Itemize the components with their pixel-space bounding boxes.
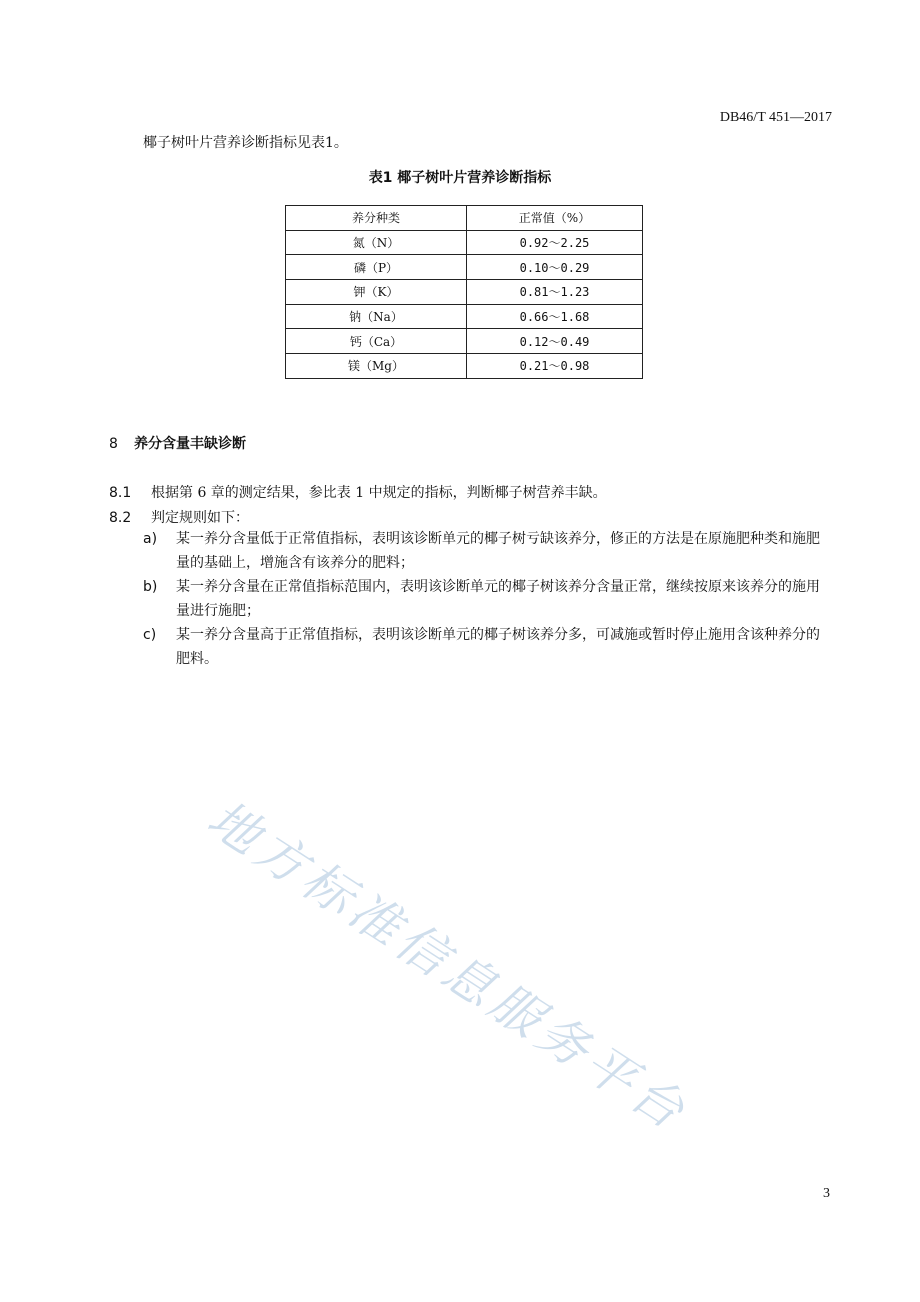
clause-number: 8.1 bbox=[109, 485, 132, 501]
table-row bbox=[286, 304, 643, 329]
column-header-nutrient: 养分种类 bbox=[286, 206, 467, 231]
section-title: 养分含量丰缺诊断 bbox=[134, 436, 246, 452]
nutrient-name: 磷（P） bbox=[286, 255, 467, 280]
page-number: 3 bbox=[823, 1186, 830, 1201]
normal-value: 0.66～1.68 bbox=[467, 304, 643, 329]
section-heading bbox=[109, 433, 246, 453]
clause-text: 根据第 6 章的测定结果，参比表 1 中规定的指标，判断椰子树营养丰缺。 bbox=[151, 485, 607, 501]
nutrient-name: 钾（K） bbox=[286, 280, 467, 305]
list-item-label: b) bbox=[143, 579, 158, 595]
table-row bbox=[286, 329, 643, 354]
section-number: 8 bbox=[109, 436, 118, 452]
normal-value: 0.10～0.29 bbox=[467, 255, 643, 280]
watermark: 地方标准信息服务平台 bbox=[197, 789, 699, 1143]
clause-8-1 bbox=[109, 482, 607, 502]
nutrient-table bbox=[285, 205, 643, 379]
list-item-label: c) bbox=[143, 627, 157, 643]
table-row bbox=[286, 354, 643, 379]
list-item-a bbox=[143, 527, 833, 575]
table-row bbox=[286, 280, 643, 305]
normal-value: 0.92～2.25 bbox=[467, 230, 643, 255]
table-row bbox=[286, 230, 643, 255]
table-row bbox=[286, 255, 643, 280]
column-header-normal-value: 正常值（%） bbox=[467, 206, 643, 231]
list-item-text: 某一养分含量高于正常值指标，表明该诊断单元的椰子树该养分多，可减施或暂时停止施用含该种养分的肥料。 bbox=[176, 627, 820, 667]
normal-value: 0.12～0.49 bbox=[467, 329, 643, 354]
list-item-text: 某一养分含量低于正常值指标，表明该诊断单元的椰子树亏缺该养分，修正的方法是在原施肥种类和施肥量的基础上，增施含有该养分的肥料； bbox=[176, 531, 820, 571]
list-item-text: 某一养分含量在正常值指标范围内，表明该诊断单元的椰子树该养分含量正常，继续按原来该养分的施用量进行施肥； bbox=[176, 579, 820, 619]
nutrient-name: 镁（Mg） bbox=[286, 354, 467, 379]
nutrient-name: 钙（Ca） bbox=[286, 329, 467, 354]
table-header-row bbox=[286, 206, 643, 231]
table-caption: 表1 椰子树叶片营养诊断指标 bbox=[368, 170, 552, 186]
document-code: DB46/T 451—2017 bbox=[719, 110, 832, 125]
clause-text: 判定规则如下： bbox=[151, 510, 249, 526]
nutrient-name: 氮（N） bbox=[286, 230, 467, 255]
normal-value: 0.81～1.23 bbox=[467, 280, 643, 305]
list-item-b bbox=[143, 575, 833, 623]
list-item-c bbox=[143, 623, 833, 671]
clause-8-2 bbox=[109, 507, 249, 527]
intro-paragraph: 椰子树叶片营养诊断指标见表1。 bbox=[143, 135, 348, 151]
nutrient-name: 钠（Na） bbox=[286, 304, 467, 329]
normal-value: 0.21～0.98 bbox=[467, 354, 643, 379]
list-item-label: a) bbox=[143, 531, 158, 547]
clause-number: 8.2 bbox=[109, 510, 132, 526]
